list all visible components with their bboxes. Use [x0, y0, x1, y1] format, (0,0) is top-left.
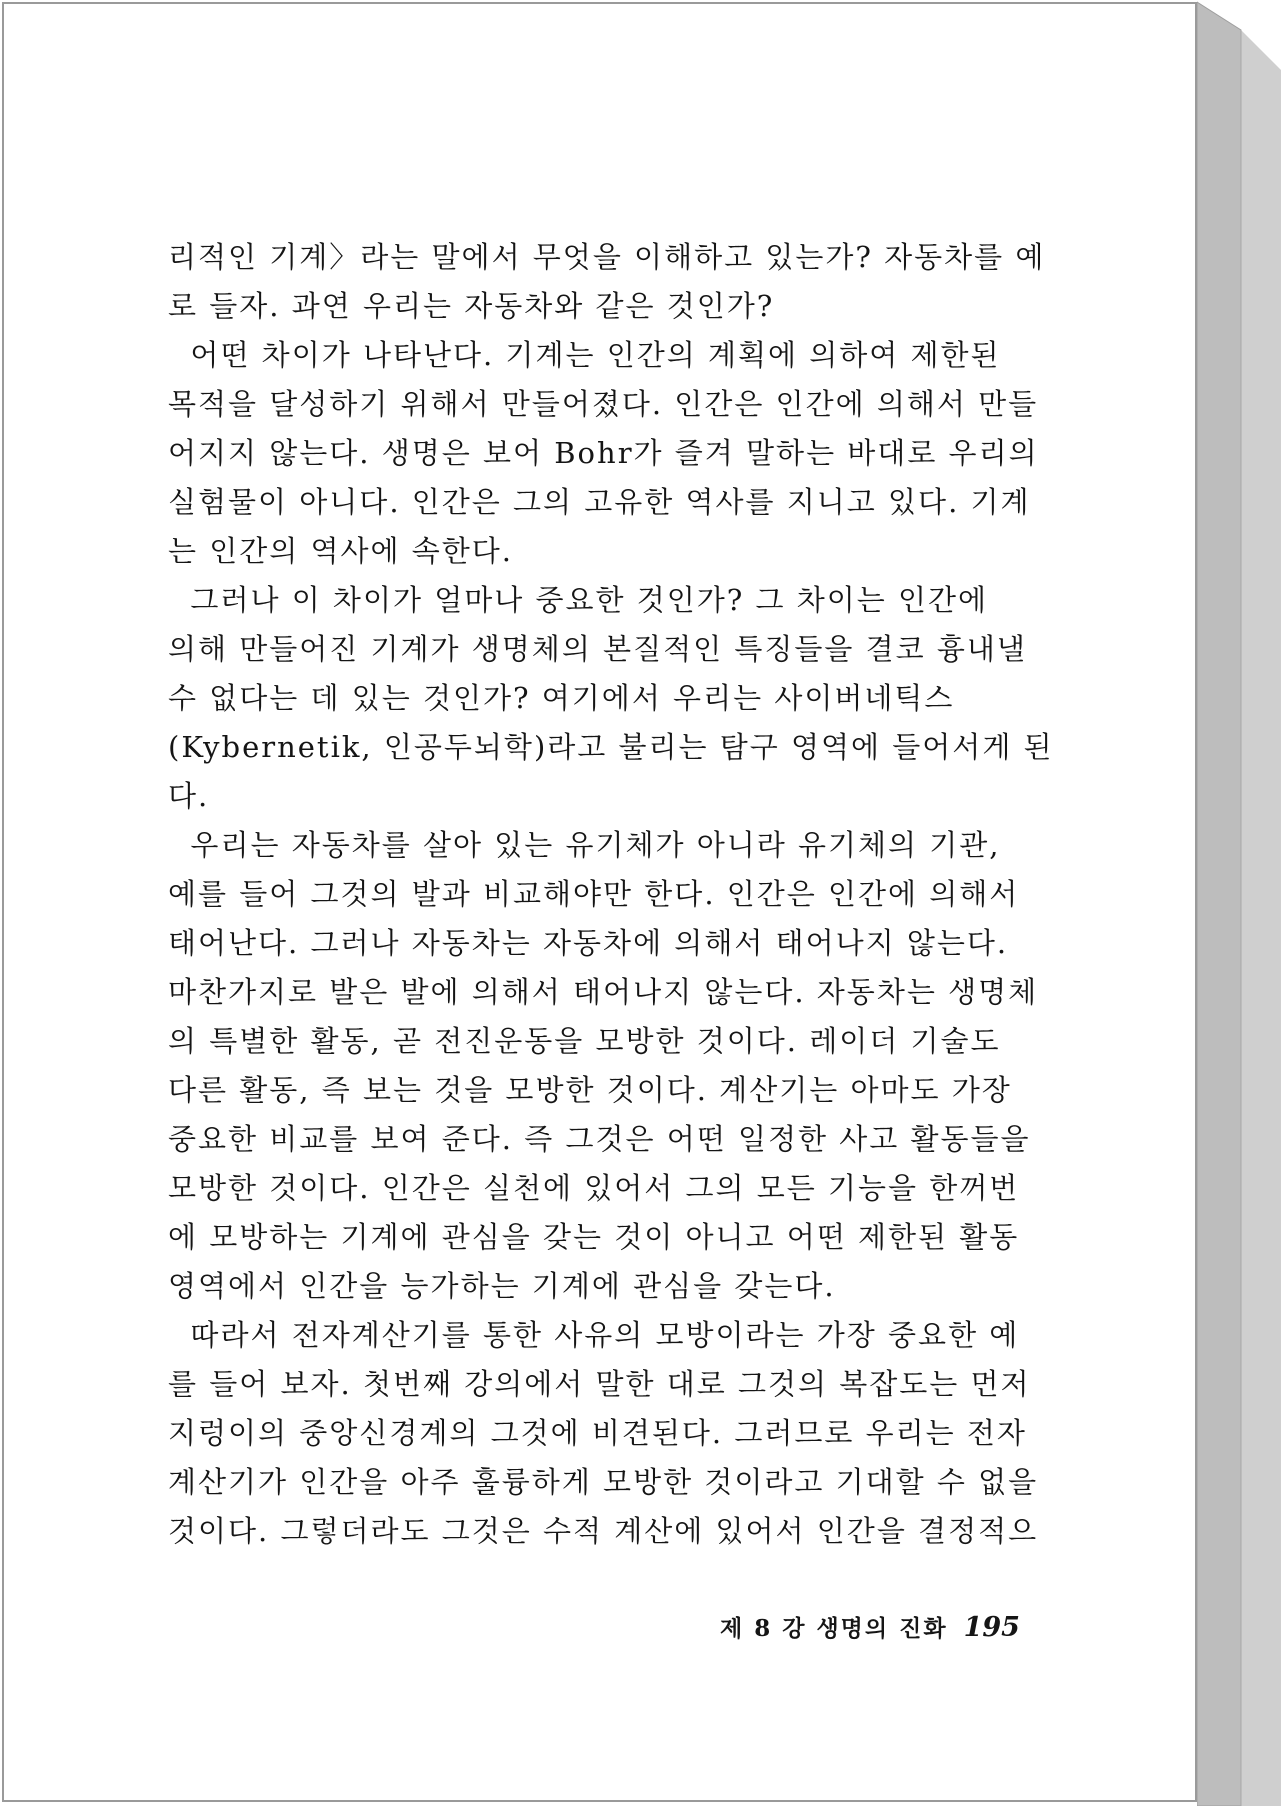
text-line: 것이다. 그렇더라도 그것은 수적 계산에 있어서 인간을 결정적으	[168, 1514, 1039, 1548]
paragraph	[168, 233, 1073, 331]
text-line: 는 인간의 역사에 속한다.	[168, 534, 514, 568]
text-line: 를 들어 보자. 첫번째 강의에서 말한 대로 그것의 복잡도는 먼저	[168, 1367, 1031, 1401]
page-number: 195	[963, 1612, 1020, 1643]
text-line: 태어난다. 그러나 자동차는 자동차에 의해서 태어나지 않는다.	[168, 926, 1009, 960]
running-footer	[720, 1610, 1080, 1650]
text-line: 에 모방하는 기계에 관심을 갖는 것이 아니고 어떤 제한된 활동	[168, 1220, 1020, 1254]
text-line: 마찬가지로 발은 발에 의해서 태어나지 않는다. 자동차는 생명체	[168, 975, 1039, 1009]
paragraph	[168, 1311, 1073, 1556]
text-line: 우리는 자동차를 살아 있는 유기체가 아니라 유기체의 기관,	[168, 828, 1001, 862]
paragraph	[168, 576, 1073, 821]
paragraph	[168, 821, 1073, 1311]
text-line: 목적을 달성하기 위해서 만들어졌다. 인간은 인간에 의해서 만들	[168, 387, 1039, 421]
text-line: (Kybernetik, 인공두뇌학)라고 불리는 탐구 영역에 들어서게 된	[168, 730, 1054, 764]
text-line: 의해 만들어진 기계가 생명체의 본질적인 특징들을 결코 흉내낼	[168, 632, 1027, 666]
text-line: 예를 들어 그것의 발과 비교해야만 한다. 인간은 인간에 의해서	[168, 877, 1020, 911]
paragraph	[168, 331, 1073, 576]
chapter-title: 제 8 강 생명의 진화	[720, 1615, 948, 1642]
text-line: 의 특별한 활동, 곧 전진운동을 모방한 것이다. 레이더 기술도	[168, 1024, 1001, 1058]
text-line: 지렁이의 중앙신경계의 그것에 비견된다. 그러므로 우리는 전자	[168, 1416, 1027, 1450]
text-line: 실험물이 아니다. 인간은 그의 고유한 역사를 지니고 있다. 기계	[168, 485, 1031, 519]
text-line: 다.	[168, 779, 210, 813]
text-line: 어떤 차이가 나타난다. 기계는 인간의 계획에 의하여 제한된	[168, 338, 1001, 372]
text-line: 수 없다는 데 있는 것인가? 여기에서 우리는 사이버네틱스	[168, 681, 955, 715]
body-text	[168, 233, 1073, 1556]
text-line: 다른 활동, 즉 보는 것을 모방한 것이다. 계산기는 아마도 가장	[168, 1073, 1012, 1107]
text-line: 중요한 비교를 보여 준다. 즉 그것은 어떤 일정한 사고 활동들을	[168, 1122, 1031, 1156]
page-edge-shadow	[1197, 0, 1281, 1806]
text-line: 리적인 기계〉라는 말에서 무엇을 이해하고 있는가? 자동차를 예	[168, 240, 1046, 274]
text-line: 모방한 것이다. 인간은 실천에 있어서 그의 모든 기능을 한꺼번	[168, 1171, 1020, 1205]
text-line: 어지지 않는다. 생명은 보어 Bohr가 즐겨 말하는 바대로 우리의	[168, 436, 1039, 470]
text-line: 영역에서 인간을 능가하는 기계에 관심을 갖는다.	[168, 1269, 836, 1303]
text-line: 그러나 이 차이가 얼마나 중요한 것인가? 그 차이는 인간에	[168, 583, 989, 617]
text-line: 따라서 전자계산기를 통한 사유의 모방이라는 가장 중요한 예	[168, 1318, 1020, 1352]
text-line: 로 들자. 과연 우리는 자동차와 같은 것인가?	[168, 289, 775, 323]
text-line: 계산기가 인간을 아주 훌륭하게 모방한 것이라고 기대할 수 없을	[168, 1465, 1039, 1499]
